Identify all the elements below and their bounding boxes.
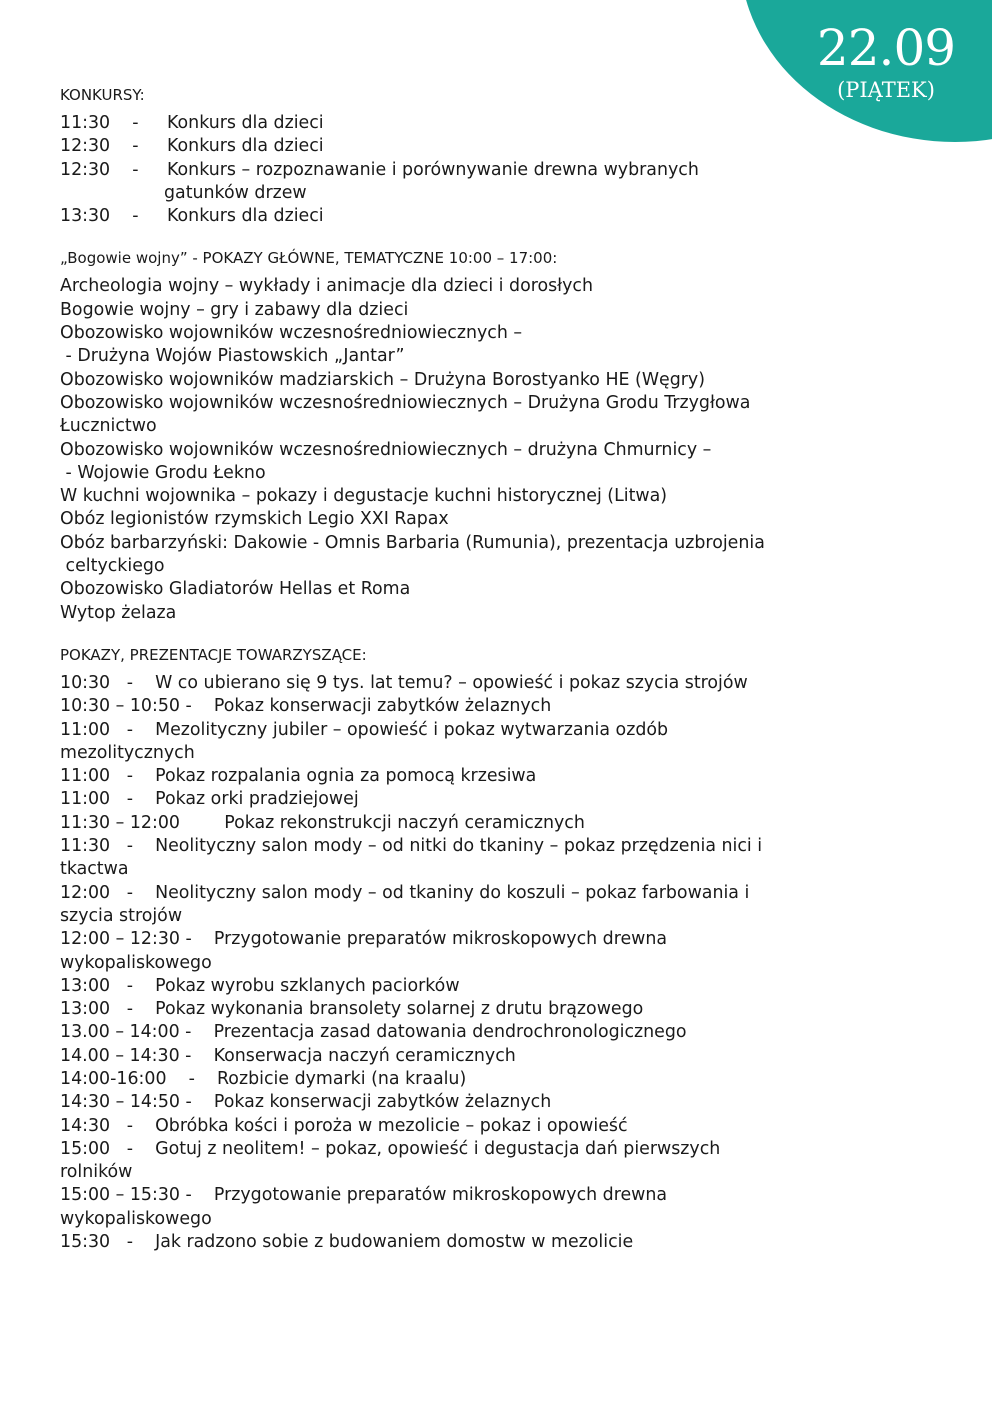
list-line: 11:30 – 12:00 Pokaz rekonstrukcji naczyń ceramicznych — [60, 812, 585, 833]
list-line: Obozowisko Gladiatorów Hellas et Roma — [60, 579, 411, 600]
list-line: 15:00 – 15:30 - Przygotowanie preparatów mikroskopowych drewna — [60, 1185, 668, 1206]
list-line: 14:30 - Obróbka kości i poroża w mezolicie – pokaz i opowieść — [60, 1115, 628, 1136]
list-line: Obozowisko wojowników wczesnośredniowiecznych – Drużyna Grodu Trzygłowa — [60, 392, 751, 413]
konkurs-item — [60, 159, 940, 182]
konkursy-list — [60, 112, 940, 228]
list-line: - Drużyna Wojów Piastowskich „Jantar” — [60, 346, 405, 367]
list-line: 13:00 - Pokaz wyrobu szklanych paciorków — [60, 975, 460, 996]
konkurs-item — [60, 112, 940, 135]
list-line: Obóz barbarzyński: Dakowie - Omnis Barbaria (Rumunia), prezentacja uzbrojenia — [60, 532, 765, 553]
list-line: 11:30 - Neolityczny salon mody – od nitki do tkaniny – pokaz przędzenia nici i — [60, 836, 763, 857]
list-line: Obóz legionistów rzymskich Legio XXI Rapax — [60, 509, 449, 530]
badge-date: 22.09 — [816, 19, 956, 77]
list-line: 10:30 - W co ubierano się 9 tys. lat temu? – opowieść i pokaz szycia strojów — [60, 672, 748, 693]
list-line: 13:00 - Pokaz wykonania bransolety solarnej z drutu brązowego — [60, 999, 644, 1020]
item-desc-continued: gatunków drzew — [164, 182, 307, 203]
item-desc: Konkurs dla dzieci — [167, 206, 324, 227]
konkurs-item — [60, 205, 940, 228]
list-line: Archeologia wojny – wykłady i animacje dla dzieci i dorosłych — [60, 276, 594, 297]
list-line: 11:00 - Mezolityczny jubiler – opowieść i pokaz wytwarzania ozdób — [60, 719, 669, 740]
list-line: W kuchni wojownika – pokazy i degustacje kuchni historycznej (Litwa) — [60, 486, 668, 507]
list-line: 15:00 - Gotuj z neolitem! – pokaz, opowieść i degustacja dań pierwszych — [60, 1138, 721, 1159]
konkursy-title: KONKURSY: — [60, 86, 145, 104]
list-line: wykopaliskowego — [60, 1208, 212, 1229]
list-line: Łucznictwo — [60, 416, 157, 437]
list-line: rolników — [60, 1162, 133, 1183]
list-line: tkactwa — [60, 859, 129, 880]
pokazy-glowne-title: „Bogowie wojny” - POKAZY GŁÓWNE, TEMATYCZNE 10:00 – 17:00: — [60, 249, 558, 268]
badge-day: (PIĄTEK) — [837, 78, 935, 102]
list-line: 12:00 – 12:30 - Przygotowanie preparatów mikroskopowych drewna — [60, 929, 668, 950]
list-line: 12:00 - Neolityczny salon mody – od tkaniny do koszuli – pokaz farbowania i — [60, 882, 750, 903]
list-line: Obozowisko wojowników madziarskich – Drużyna Borostyanko HE (Węgry) — [60, 369, 705, 390]
list-line: Wytop żelaza — [60, 602, 177, 623]
item-time: 12:30 - — [60, 136, 139, 157]
list-line: wykopaliskowego — [60, 952, 212, 973]
list-line: 14.00 – 14:30 - Konserwacja naczyń ceramicznych — [60, 1045, 516, 1066]
item-desc: Konkurs dla dzieci — [167, 113, 324, 133]
list-line: 11:00 - Pokaz orki pradziejowej — [60, 789, 359, 810]
item-desc: Konkurs dla dzieci — [167, 136, 324, 157]
list-line: - Wojowie Grodu Łekno — [60, 462, 266, 483]
list-line: 14:00-16:00 - Rozbicie dymarki (na kraalu) — [60, 1068, 467, 1089]
list-line: mezolitycznych — [60, 742, 195, 763]
schedule — [60, 84, 940, 1254]
list-line: 15:30 - Jak radzono sobie z budowaniem domostw w mezolicie — [60, 1232, 634, 1253]
list-line: 13.00 – 14:00 - Prezentacja zasad datowania dendrochronologicznego — [60, 1022, 687, 1043]
item-desc: Konkurs – rozpoznawanie i porównywanie drewna wybranych — [167, 159, 699, 180]
list-line: 14:30 – 14:50 - Pokaz konserwacji zabytków żelaznych — [60, 1092, 552, 1113]
pokazy-towarzyszace-list — [60, 672, 940, 1254]
item-time: 13:30 - — [60, 206, 139, 227]
pokazy-glowne-list — [60, 275, 940, 624]
list-line: 10:30 – 10:50 - Pokaz konserwacji zabytków żelaznych — [60, 696, 552, 717]
list-line: szycia strojów — [60, 905, 183, 926]
list-line: Bogowie wojny – gry i zabawy dla dzieci — [60, 299, 409, 320]
item-time: 11:30 - — [60, 113, 139, 133]
list-line: 11:00 - Pokaz rozpalania ognia za pomocą krzesiwa — [60, 766, 537, 787]
item-time: 12:30 - — [60, 159, 139, 180]
list-line: celtyckiego — [60, 556, 165, 577]
list-line: Obozowisko wojowników wczesnośredniowiecznych – — [60, 323, 523, 344]
pokazy-towarzyszace-title: POKAZY, PREZENTACJE TOWARZYSZĄCE: — [60, 645, 367, 664]
list-line: Obozowisko wojowników wczesnośredniowiecznych – drużyna Chmurnicy – — [60, 439, 712, 460]
konkurs-item — [60, 135, 940, 158]
